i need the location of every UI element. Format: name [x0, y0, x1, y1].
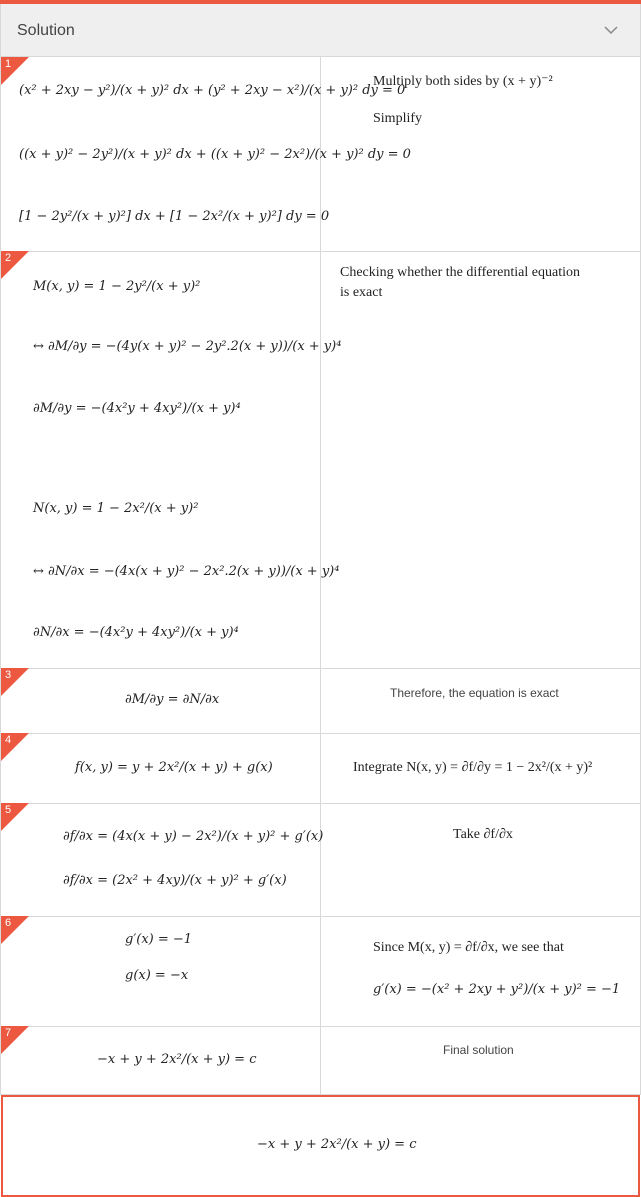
step-number: 7: [5, 1027, 12, 1039]
step-equation: ∂M/∂y = ∂N/∂x: [125, 692, 220, 707]
step-note: is exact: [340, 285, 383, 300]
step-equation: g(x) = −x: [125, 968, 189, 983]
step-note: Therefore, the equation is exact: [390, 686, 559, 700]
step-equation: ∂f/∂x = (4x(x + y) − 2x²)/(x + y)² + g′(x): [63, 829, 324, 844]
step-number: 4: [5, 734, 12, 746]
step-equation: ∂f/∂x = (2x² + 4xy)/(x + y)² + g′(x): [63, 873, 287, 888]
step-note: Checking whether the differential equation: [340, 265, 580, 280]
step-number: 2: [5, 252, 12, 264]
column-divider: [320, 1026, 321, 1094]
step-equation: M(x, y) = 1 − 2y²/(x + y)²: [33, 279, 201, 294]
chevron-down-icon[interactable]: [604, 26, 618, 35]
column-divider: [320, 668, 321, 733]
step-number: 5: [5, 804, 12, 816]
final-answer: −x + y + 2x²/(x + y) = c: [257, 1137, 417, 1152]
step-note: Final solution: [443, 1043, 514, 1057]
solution-header[interactable]: [0, 4, 641, 57]
column-divider: [320, 916, 321, 1026]
step-equation: (x² + 2xy − y²)/(x + y)² dx + (y² + 2xy − x²)/(x + y)² dy = 0: [19, 83, 406, 98]
step-row-3: [0, 668, 641, 734]
step-row-4: [0, 733, 641, 804]
column-divider: [320, 251, 321, 668]
step-equation: ↔ ∂N/∂x = −(4x(x + y)² − 2x².2(x + y))/(x + y)⁴: [33, 564, 340, 579]
step-note: g′(x) = −(x² + 2xy + y²)/(x + y)² = −1: [373, 982, 621, 997]
step-equation: −x + y + 2x²/(x + y) = c: [97, 1052, 257, 1067]
step-row-5: [0, 803, 641, 917]
column-divider: [320, 733, 321, 803]
step-number: 3: [5, 669, 12, 681]
step-note: Multiply both sides by (x + y)⁻²: [373, 74, 553, 89]
step-equation: ((x + y)² − 2y²)/(x + y)² dx + ((x + y)² − 2x²)/(x + y)² dy = 0: [19, 147, 411, 162]
final-answer-box: [1, 1095, 640, 1197]
step-note: Integrate N(x, y) = ∂f/∂y = 1 − 2x²/(x + y)²: [353, 760, 593, 775]
step-row-2: [0, 251, 641, 669]
step-equation: f(x, y) = y + 2x²/(x + y) + g(x): [75, 760, 273, 775]
step-row-7: [0, 1026, 641, 1095]
step-equation: g′(x) = −1: [125, 932, 193, 947]
step-number: 6: [5, 917, 12, 929]
step-number: 1: [5, 58, 12, 70]
column-divider: [320, 803, 321, 916]
header-title: Solution: [17, 22, 75, 39]
step-note: Take ∂f/∂x: [453, 827, 513, 842]
step-row-6: [0, 916, 641, 1027]
step-equation: ∂M/∂y = −(4x²y + 4xy²)/(x + y)⁴: [33, 401, 241, 416]
step-row-1: [0, 57, 641, 252]
step-equation: ↔ ∂M/∂y = −(4y(x + y)² − 2y².2(x + y))/(x + y)⁴: [33, 339, 342, 354]
step-equation: [1 − 2y²/(x + y)²] dx + [1 − 2x²/(x + y)²] dy = 0: [19, 209, 330, 224]
step-note: Since M(x, y) = ∂f/∂x, we see that: [373, 940, 564, 955]
step-equation: ∂N/∂x = −(4x²y + 4xy²)/(x + y)⁴: [33, 625, 239, 640]
step-equation: N(x, y) = 1 − 2x²/(x + y)²: [33, 501, 199, 516]
step-note: Simplify: [373, 111, 423, 126]
